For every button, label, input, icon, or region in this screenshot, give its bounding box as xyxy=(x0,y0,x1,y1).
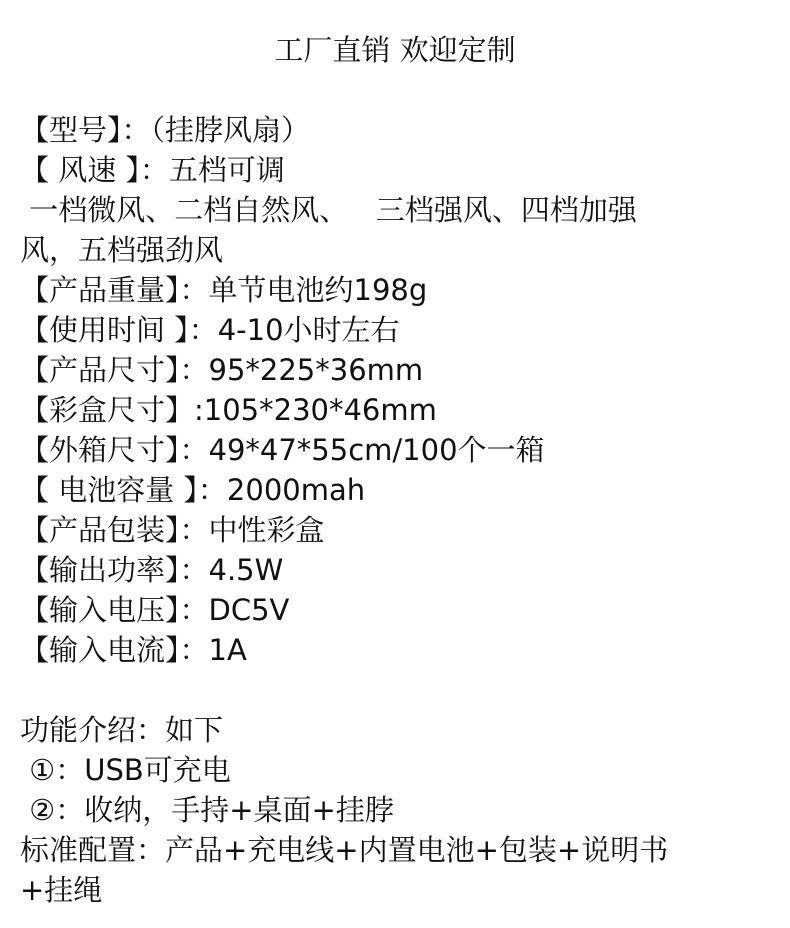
feature-usb-charging: ①：USB可充电 xyxy=(20,753,231,787)
spec-product-size: 【产品尺寸】：95*225*36mm xyxy=(20,353,424,387)
standard-config: 标准配置：产品+充电线+内置电池+包装+说明书 xyxy=(20,833,669,867)
spec-battery-capacity: 【 电池容量 】：2000mah xyxy=(20,473,366,507)
spec-list xyxy=(20,110,790,910)
spec-weight: 【产品重量】：单节电池约198g xyxy=(20,273,428,307)
spec-wind-levels: 一档微风、二档自然风、 三档强风、四档加强 xyxy=(20,193,637,227)
standard-config-cont: +挂绳 xyxy=(20,873,103,907)
spec-model: 【型号】：（挂脖风扇） xyxy=(20,113,311,147)
feature-storage-modes: ②：收纳，手持+桌面+挂脖 xyxy=(20,793,394,827)
spec-output-power: 【输出功率】：4.5W xyxy=(20,553,284,587)
spec-wind-speed: 【 风速 】：五档可调 xyxy=(20,153,285,187)
spec-input-current: 【输入电流】：1A xyxy=(20,633,247,667)
spec-wind-levels-cont: 风，五档强劲风 xyxy=(20,233,224,267)
spec-usage-time: 【使用时间 】：4-10小时左右 xyxy=(20,313,400,347)
page-title: 工厂直销 欢迎定制 xyxy=(274,33,516,67)
spec-carton-size: 【外箱尺寸】：49*47*55cm/100个一箱 xyxy=(20,433,545,467)
spec-box-size: 【彩盒尺寸】:105*230*46mm xyxy=(20,393,437,427)
spec-input-voltage: 【输入电压】：DC5V xyxy=(20,593,290,627)
spec-packaging: 【产品包装】：中性彩盒 xyxy=(20,513,325,547)
spacer xyxy=(20,670,790,710)
features-heading: 功能介绍：如下 xyxy=(20,713,224,747)
